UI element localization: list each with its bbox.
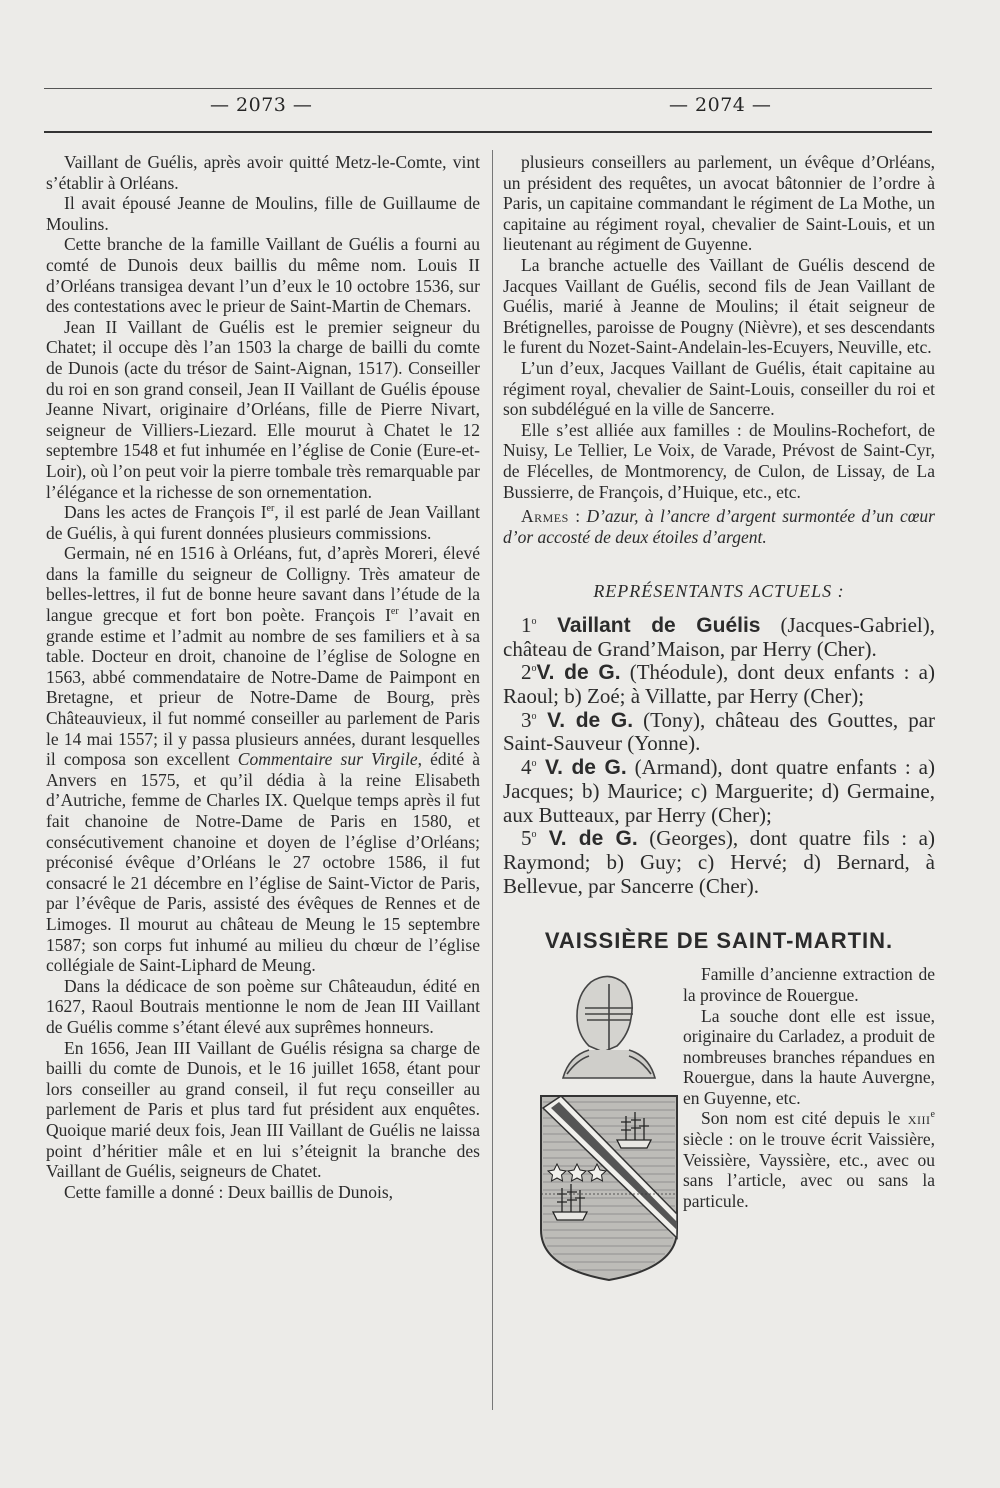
paragraph: Elle s’est alliée aux familles : de Moulins-Rochefort, de Nuisy, Le Tellier, Le Voix, de Varade, Prévost de Saint-Cyr, de Flécelles, de Montmorency, de Culon, de Lissay, de La Bussierre, de François, d’Huique, etc., etc. (503, 419, 935, 502)
representants-list (503, 614, 935, 898)
page-number-left: — 2073 — (210, 94, 313, 116)
representants-heading: REPRÉSENTANTS ACTUELS : (593, 581, 845, 602)
paragraph: La souche dont elle est issue, originaire du Carladez, a produit de nombreuses branches répandues en Rouergue, dans la haute Auvergne, en Guyenne, etc. (683, 1005, 935, 1108)
paragraph: plusieurs conseillers au parlement, un évêque d’Orléans, un président des requêtes, un avocat bâtonnier de l’ordre à Paris, un capitaine commandant le régiment de La Mothe, un capitaine au régiment royal, chevalier de Saint-Louis, et un lieutenant au régiment de Guyenne. (503, 152, 935, 255)
paragraph: La branche actuelle des Vaillant de Guélis descend de Jacques Vaillant de Guélis, second fils de Jean Vaillant de Guélis, marié à Jeanne de Moulins; il était seigneur de Brétignelles, paroisse de Pougny (Nièvre), et ses descendants le furent du Nozet-Saint-Andelain-les-Ecuyers, Neuville, etc. (503, 254, 935, 358)
helmet-icon (563, 977, 655, 1079)
italic-title: Commentaire sur Virgile (237, 749, 418, 770)
paragraph: Son nom est cité depuis le xiii$^e$ siècle : on le trouve écrit Vaissière, Veissière, Vayssière, etc., avec ou sans l’article, avec ou sans la particule. (683, 1108, 935, 1211)
list-item: 4$^o$ V. de G. (Armand), dont quatre enfants : a) Jacques; b) Maurice; c) Marguerite; d) Germaine, aux Butteaux, par Herry (Cher); (503, 755, 935, 827)
paragraph: En 1656, Jean III Vaillant de Guélis résigna sa charge de bailli du comte de Dunois, et le 16 juillet 1658, étant pour lors conseiller au grand conseil, il fut reçu conseiller au parlement de Paris et plus tard fut président aux enquêtes. Quoique marié deux fois, Jean III Vaillant de Guélis ne laissa point d’héritier mâle et en lui s’éteignit la branche des Vaillant de Guélis, seigneurs de Chatet. (46, 1037, 480, 1182)
paragraph-germain: Germain, né en 1516 à Orléans, fut, d’après Moreri, élevé dans la famille du seigneur de Colligny. Très amateur de belles-lettres, il fut de bonne heure savant dans l’étude de la langue grecque et fort bon poète. François Ier l’avait en grande estime et l’admit au nombre de ses familiers et à sa table. Docteur en droit, chanoine de l’église de Sologne en 1563, abbé commendataire de Notre-Dame de Paimpont en Bretagne, et prieur de Notre-Dame de Bourg, près Châteauvieux, il fut nommé conseiller au parlement de Paris le 14 mai 1557; il y passa plusieurs années, durant lesquelles il composa son excellent Commentaire sur Virgile, édité à Anvers en 1575, et qu’il dédia à la reine Elisabeth d’Autriche, femme de Charles IX. Quelque temps après il fut fait chanoine de Notre-Dame de Paris en 1580, et consécutivement chanoine et doyen de l’église d’Orléans; préconisé évêque d’Orléans le 27 octobre 1586, il fut consacré le 21 décembre en l’église de Saint-Victor de Paris, par l’évêque de Paris, assisté des évêques de Rennes et de Limoges. Il mourut au château de Meung le 15 septembre 1587; son corps fut inhumé au milieu du chœur de l’église collégiale de Saint-Liphard de Meung. (46, 543, 481, 976)
paragraph: Jean II Vaillant de Guélis est le premier seigneur du Chatet; il occupe dès l’an 1503 la charge de bailli du comte de Dunois (acte du trésor de Saint-Aignan, 1517). Conseiller du roi en son grand conseil, Jean II Vaillant de Guélis épouse Jeanne Nivart, originaire d’Orléans, fille de Pierre Nivart, seigneur de Villiers-Liezard. Elle mourut à Chatet le 12 septembre 1548 et fut inhumée en l’église de Conie (Eure-et-Loir), où l’on peut voir la pierre tombale très remarquable par l’élégance et la richesse de son ornementation. (46, 316, 480, 502)
armes-blazon: D’azur, à l’ancre d’argent surmontée d’un cœur d’or accosté de deux étoiles d’argent. (503, 506, 935, 547)
paragraph: Il avait épousé Jeanne de Moulins, fille de Guillaume de Moulins. (46, 193, 480, 234)
family-title: VAISSIÈRE DE SAINT-MARTIN. (544, 928, 894, 954)
paragraph: L’un d’eux, Jacques Vaillant de Guélis, était capitaine au régiment royal, chevalier de Saint-Louis, conseiller du roi et son subdélégué en la ville de Sancerre. (503, 357, 935, 420)
paragraph: Vaillant de Guélis, après avoir quitté Metz-le-Comte, vint s’établir à Orléans. (46, 152, 480, 193)
family-description (683, 964, 935, 1211)
paragraph: Cette branche de la famille Vaillant de Guélis a fourni au comté de Dunois deux baillis du même nom. Louis II d’Orléans transigea devant l’un d’eux le 10 octobre 1536, sur des contestations avec le prieur de Saint-Martin de Chemars. (46, 234, 480, 317)
shield-icon (541, 1096, 677, 1280)
armes-label: Armes (521, 506, 569, 527)
header-rule-top (44, 88, 932, 89)
list-item: 3$^o$ V. de G. (Tony), château des Gouttes, par Saint-Sauveur (Yonne). (503, 707, 936, 756)
paragraph: Famille d’ancienne extraction de la province de Rouergue. (683, 964, 935, 1005)
paragraph: Cette famille a donné : Deux baillis de Dunois, (64, 1181, 394, 1202)
coat-of-arms-illustration (531, 968, 683, 1286)
list-item: 5$^o$ V. de G. (Georges), dont quatre fils : a) Raymond; b) Guy; c) Hervé; d) Bernard, à Bellevue, par Sancerre (Cher). (503, 826, 935, 898)
right-column (503, 152, 935, 1211)
star-icon (548, 1164, 606, 1181)
column-divider (492, 150, 493, 1410)
page-number-right: — 2074 — (669, 94, 772, 116)
paragraph: Dans la dédicace de son poème sur Châteaudun, édité en 1627, Raoul Boutrais mentionne le nom de Jean III Vaillant de Guélis comme s’étant élevé aux suprêmes honneurs. (46, 975, 480, 1037)
family-entry (503, 964, 935, 1211)
list-item: 1$^o$ Vaillant de Guélis (Jacques-Gabriel), château de Grand’Maison, par Herry (Cher). (503, 612, 935, 661)
armes-paragraph: Armes : D’azur, à l’ancre d’argent surmontée d’un cœur d’or accosté de deux étoiles d’argent. (503, 506, 935, 547)
list-item: 2$^o$V. de G. (Théodule), dont deux enfants : a) Raoul; b) Zoé; à Villatte, par Herry (Cher); (503, 660, 935, 708)
header-rule-bottom (44, 131, 932, 133)
paragraph-francois: Dans les actes de François Ier, il est parlé de Jean Vaillant de Guélis, à qui furent données plusieurs commissions. (46, 502, 480, 543)
left-column (46, 152, 480, 1202)
